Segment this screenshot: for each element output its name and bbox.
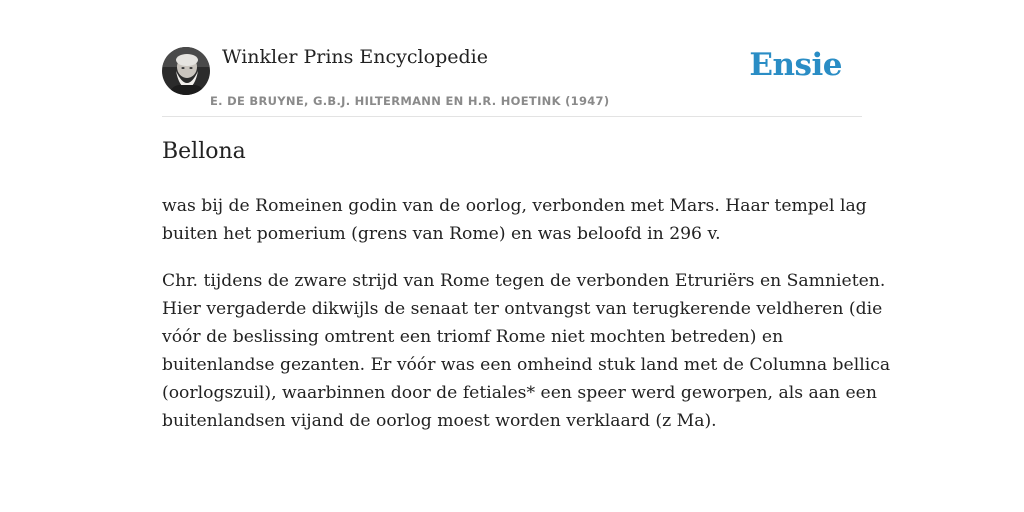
brand-logo[interactable]: Ensie bbox=[749, 47, 842, 83]
paragraph-line: Chr. tijdens de zware strijd van Rome tegen de verbonden Etruriërs en Samnieten. bbox=[162, 271, 886, 291]
paragraph-line: was bij de Romeinen godin van de oorlog, verbonden met Mars. Haar tempel lag bbox=[162, 196, 867, 216]
article-paragraph-2 bbox=[162, 267, 891, 435]
source-header bbox=[162, 0, 862, 117]
article-page bbox=[162, 0, 891, 431]
paragraph-line: vóór de beslissing omtrent een triomf Rome niet mochten betreden) en bbox=[162, 327, 784, 347]
article-paragraph-1 bbox=[162, 192, 867, 248]
source-title[interactable]: Winkler Prins Encyclopedie bbox=[222, 46, 488, 68]
source-byline: E. DE BRUYNE, G.B.J. HILTERMANN EN H.R. HOETINK (1947) bbox=[210, 94, 610, 108]
article-title: Bellona bbox=[162, 139, 246, 164]
paragraph-line: buiten het pomerium (grens van Rome) en was beloofd in 296 v. bbox=[162, 224, 721, 244]
author-avatar[interactable] bbox=[162, 47, 210, 95]
author-portrait-icon bbox=[162, 47, 210, 95]
paragraph-line: buitenlandsen vijand de oorlog moest worden verklaard (z Ma). bbox=[162, 411, 717, 431]
paragraph-line: (oorlogszuil), waarbinnen door de fetiales* een speer werd geworpen, als aan een bbox=[162, 383, 877, 403]
paragraph-line: Hier vergaderde dikwijls de senaat ter ontvangst van terugkerende veldheren (die bbox=[162, 299, 883, 319]
paragraph-line: buitenlandse gezanten. Er vóór was een omheind stuk land met de Columna bellica bbox=[162, 355, 891, 375]
